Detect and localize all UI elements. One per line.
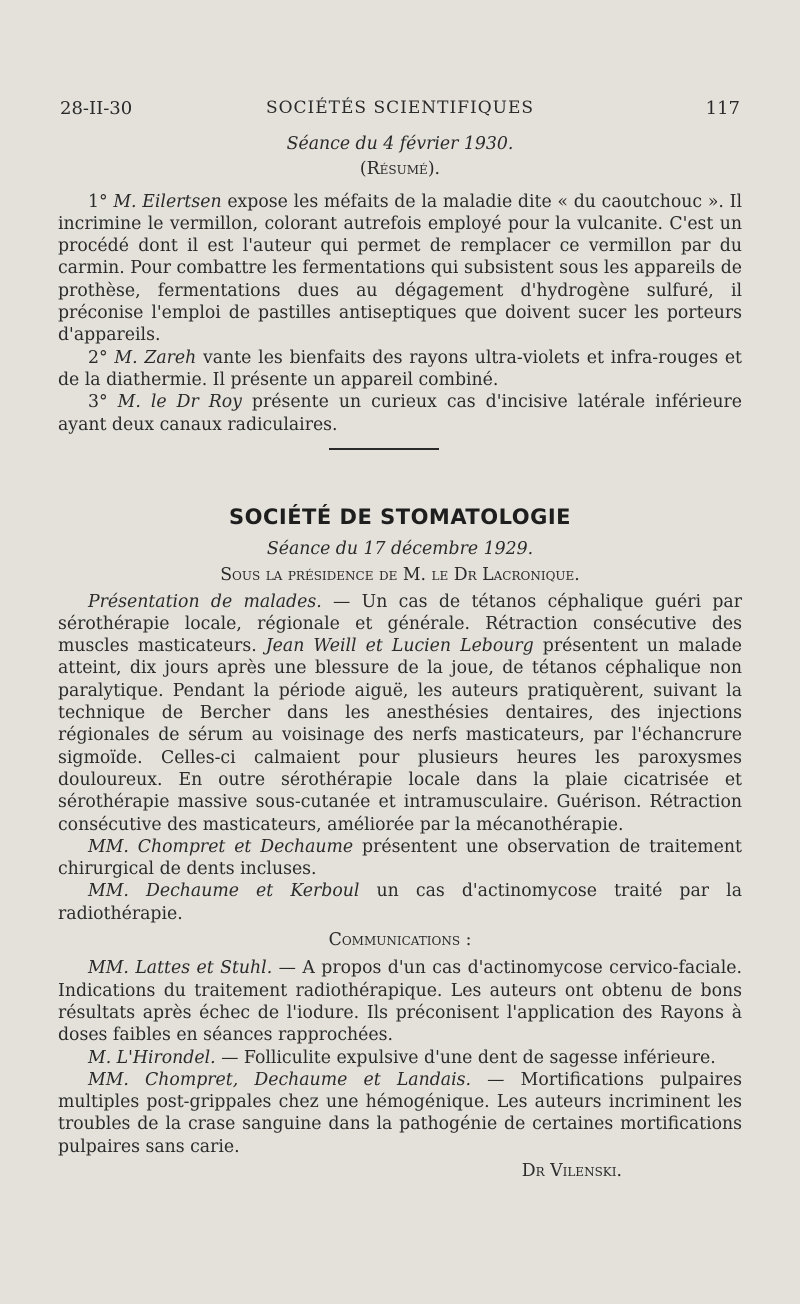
header-date: 28-II-30 [60,98,133,119]
communication-lead: MM. Chompret, Dechaume et Landais. [88,1069,471,1090]
communication-2 [58,1047,742,1069]
section-stomatologie [58,538,742,1182]
item-number: 1° [88,191,114,212]
item-author: M. le Dr Roy [117,392,242,413]
item-text: présente un curieux cas d'incisive latérale inférieure ayant deux canaux radiculaires. [58,392,742,435]
item-number: 3° [88,392,118,413]
paragraph-lead: MM. Chompret et Dechaume [88,836,354,857]
header-title: SOCIÉTÉS SCIENTIFIQUES [265,98,535,118]
paragraph-authors: Jean Weill et Lucien Lebourg [265,636,534,657]
item-author: M. Eilertsen [113,191,222,212]
paragraph-text: un cas d'actinomycose traité par la radiothérapie. [58,881,742,924]
signature-author: Dr Vilenski. [521,1161,622,1182]
section-divider [329,448,439,450]
item-3 [58,391,742,436]
paragraph-chompret [58,836,742,881]
communication-lead: M. L'Hirondel. [88,1047,216,1068]
seance-date: Séance du 4 février 1930. [286,134,514,154]
communication-text: — A propos d'un cas d'actinomycose cervico-faciale. Indications du traitement radiothérapique. Les auteurs ont obtenu de bons résultats après échec de l'iodure. Ils préconisent l'application des Rayons à doses faibles en séances rapprochées. [58,958,742,1046]
communication-lead: MM. Lattes et Stuhl. [88,958,273,979]
seance-date: Séance du 17 décembre 1929. [266,539,534,559]
paragraph-text: — Un cas de tétanos céphalique guéri par sérothérapie locale, régionale et générale. Rétraction consécutive des muscles masticateurs. [58,591,742,657]
communication-3 [58,1069,742,1158]
item-text: vante les bienfaits des rayons ultra-violets et infra-rouges et de la diathermie. Il présente un appareil combiné. [58,347,742,390]
paragraph-text: présentent une observation de traitement chirurgical de dents incluses. [58,836,742,880]
item-author: M. Zareh [114,347,197,368]
item-number: 2° [88,347,115,368]
resume-heading: (Résumé). [359,159,441,180]
item-text: expose les méfaits de la maladie dite « du caoutchouc ». Il incrimine le vermillon, colorant autrefois employé pour la vulcanite. C'est un procédé dont il est l'auteur qui permet de remplacer ce vermillon par du carmin. Pour combattre les fermentations qui subsistent sous les appareils de prothèse, fermentations dues au dégagement d'hydrogène sulfuré, il préconise l'emploi de pastilles antiseptiques que doivent sucer les porteurs d'appareils. [58,191,742,346]
presidence-line: Sous la présidence de M. le Dr Lacronique. [220,565,580,586]
item-1 [58,191,742,347]
paragraph-presentation [58,591,742,836]
communication-1 [58,957,742,1046]
section-seance-1930 [58,133,742,436]
page-number: 117 [705,98,740,119]
paragraph-lead: MM. Dechaume et Kerboul [88,881,360,902]
paragraph-dechaume [58,880,742,925]
paragraph-text: présentent un malade atteint, dix jours après une blessure de la joue, de tétanos céphalique non paralytique. Pendant la période aiguë, les auteurs pratiquèrent, suivant la technique de Bercher dans les anesthésies dentaires, des injections régionales de sérum au voisinage des nerfs masticateurs, par l'échancrure sigmoïde. Celles-ci calmaient pour plusieurs heures les paroxysmes douloureux. En outre sérothérapie locale dans la plaie cicatrisée et sérothérapie massive sous-cutanée et intramusculaire. Guérison. Rétraction consécutive des masticateurs, améliorée par la mécanothérapie. [58,636,742,835]
communications-heading: Communications : [328,930,472,951]
communication-text: — Mortifications pulpaires multiples post-grippales chez une hémogénique. Les auteurs incriminent les troubles de la crase sanguine dans la pathogénie de certaines mortifications pulpaires sans carie. [58,1069,742,1157]
society-title: SOCIÉTÉ DE STOMATOLOGIE [229,505,571,529]
paragraph-lead: Présentation de malades. [88,591,322,612]
running-header [60,98,740,124]
communication-text: — Folliculite expulsive d'une dent de sagesse inférieure. [215,1047,716,1068]
item-2 [58,347,742,392]
